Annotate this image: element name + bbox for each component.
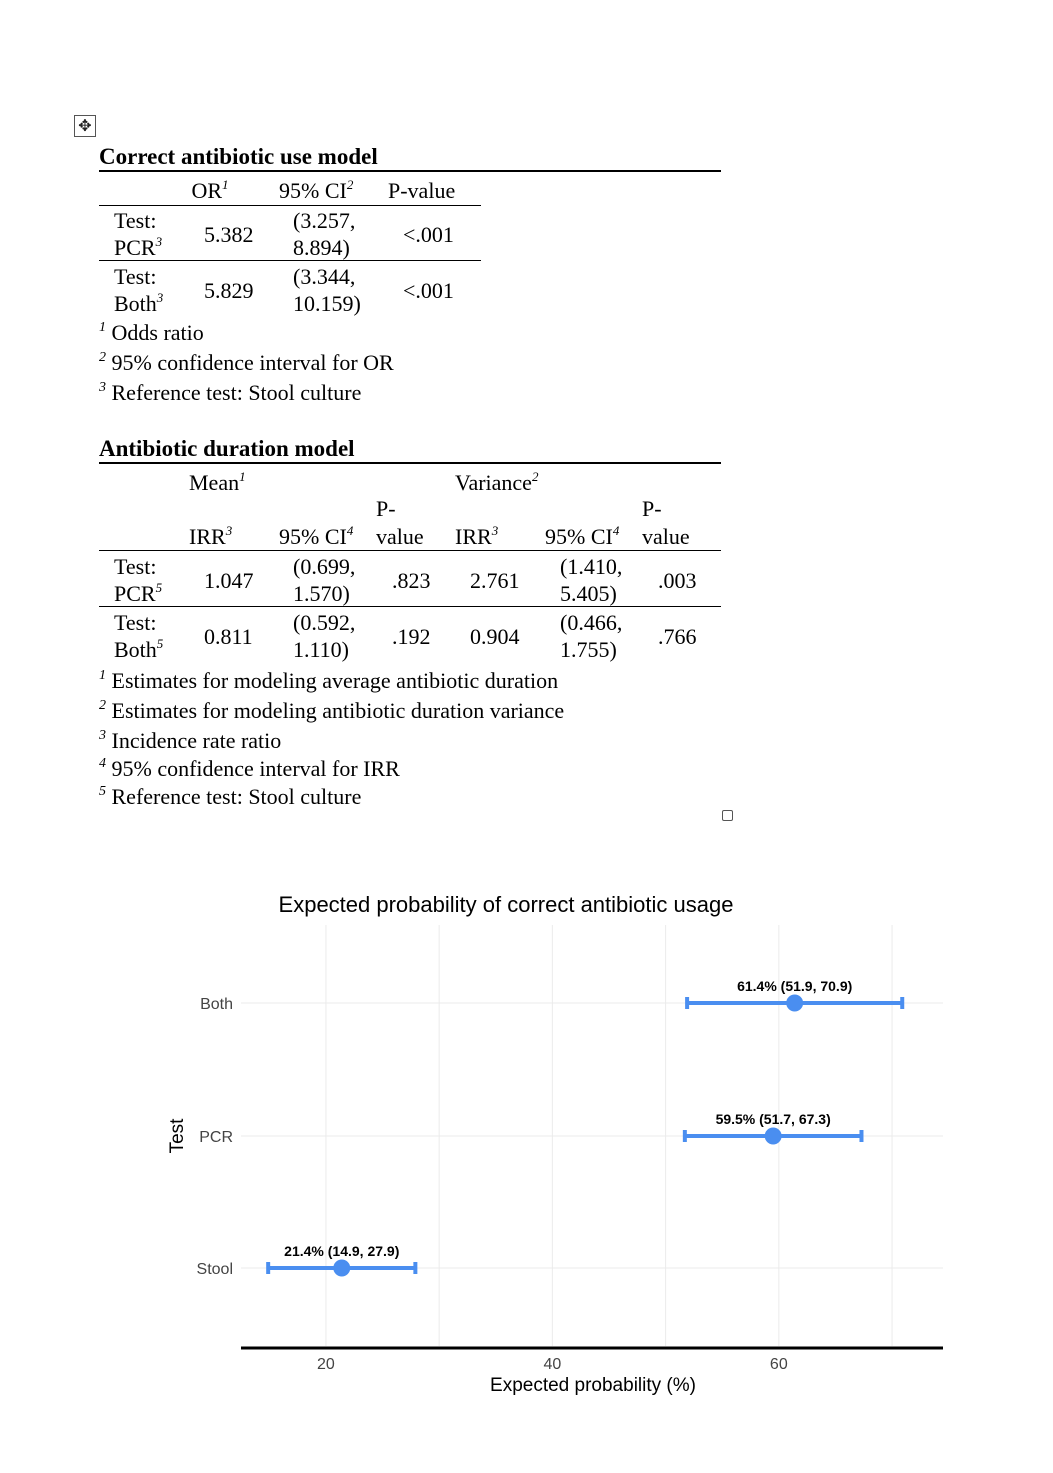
small-square-icon[interactable]: [722, 810, 733, 821]
table2-footnote-5: $^5$ Reference test: Stool culture: [99, 784, 362, 809]
x-tick-label: 40: [543, 1356, 562, 1373]
chart-title: Expected probability of correct antibiotic usage: [278, 892, 734, 917]
table1-footnote-1: $^1$ Odds ratio: [99, 320, 204, 345]
table2-header-var-p-line1: P-: [642, 496, 662, 521]
table2-row2-var-ci-line2: 1.755): [560, 637, 617, 662]
table1-footnote-3: $^3$ Reference test: Stool culture: [99, 380, 362, 405]
table1-row2-label-line2: Both$^3$: [114, 290, 164, 316]
table2-row1-mean-p: .823: [392, 568, 431, 593]
table1-row1-label-line1: Test:: [114, 208, 157, 233]
table1-row2-p: <.001: [403, 278, 454, 303]
data-label-stool: 21.4% (14.9, 27.9): [284, 1243, 400, 1259]
table-move-handle-icon[interactable]: ✥: [74, 115, 96, 137]
table2-top-rule: [99, 462, 721, 464]
table1-row2-label-line1: Test:: [114, 264, 157, 289]
table2-header-mean-p-line2: value: [376, 524, 424, 549]
table1-top-rule: [99, 170, 721, 172]
table2-header-var-irr: IRR$^3$: [455, 523, 499, 549]
table2-header-var-ci: 95% $CI^4$: [545, 523, 620, 549]
x-axis-label: Expected probability (%): [490, 1375, 696, 1396]
table2-row2-label-line1: Test:: [114, 610, 157, 635]
y-tick-label-both: Both: [200, 996, 233, 1013]
point-stool: [333, 1260, 350, 1277]
chart-axes: [197, 996, 943, 1373]
table1-row2-ci-line2: 10.159): [293, 291, 361, 316]
table2-row2-var-ci-line1: (0.466,: [560, 610, 623, 635]
table1-row1-ci-line2: 8.894): [293, 235, 350, 260]
table2-row1-mean-ci-line1: (0.699,: [293, 554, 356, 579]
table2-header-mean-ci: 95% $CI^4$: [279, 523, 354, 549]
table2-row2-mean-ci-line2: 1.110): [293, 637, 350, 662]
table2-row2-var-p: .766: [658, 624, 697, 649]
point-pcr: [765, 1128, 782, 1145]
table2-row1-var-ci-line2: 5.405): [560, 581, 617, 606]
table2-row2-label-line2: Both$^5$: [114, 636, 164, 662]
point-both: [786, 995, 803, 1012]
table2-header-rule: [99, 550, 721, 551]
table1-row1-label-line2: PCR$^3$: [114, 234, 163, 260]
y-axis-label: Test: [167, 1118, 188, 1154]
table2-header-mean-p-line1: P-: [376, 496, 396, 521]
data-label-both: 61.4% (51.9, 70.9): [737, 978, 853, 994]
table1-row2-ci-line1: (3.344,: [293, 264, 356, 289]
table2-header-mean-irr: IRR$^3$: [189, 523, 233, 549]
table2-title: Antibiotic duration model: [99, 436, 355, 461]
table2-row1-mean-irr: 1.047: [204, 568, 254, 593]
table1-header-or: $OR^1$: [191, 177, 229, 203]
y-tick-label-pcr: PCR: [199, 1129, 233, 1146]
table2-footnote-4: $^4$ 95% confidence interval for IRR: [99, 756, 400, 781]
data-label-pcr: 59.5% (51.7, 67.3): [715, 1111, 831, 1127]
table1-row2-or: 5.829: [204, 278, 254, 303]
table1-row1-p: <.001: [403, 222, 454, 247]
probability-chart: [0, 880, 1053, 1420]
table2-row1-var-irr: 2.761: [470, 568, 520, 593]
chart-data-layer: [268, 978, 902, 1277]
table2-group-variance: Variance$^2$: [455, 469, 539, 495]
table1-header-rule: [99, 205, 481, 206]
table2-row-rule: [99, 606, 721, 607]
x-tick-label: 20: [317, 1356, 335, 1373]
table1-footnote-2: $^2$ 95% confidence interval for OR: [99, 350, 394, 375]
x-tick-label: 60: [769, 1356, 788, 1373]
table2-row1-mean-ci-line2: 1.570): [293, 581, 350, 606]
table1-row1-ci-line1: (3.257,: [293, 208, 356, 233]
table1-header-ci: 95% $CI^2$: [279, 177, 354, 203]
table2-footnote-3: $^3$ Incidence rate ratio: [99, 728, 282, 753]
table2-row1-label-line1: Test:: [114, 554, 157, 579]
table2-row2-mean-irr: 0.811: [204, 624, 253, 649]
table2-footnote-2: $^2$ Estimates for modeling antibiotic duration variance: [99, 698, 565, 723]
table2-row2-var-irr: 0.904: [470, 624, 520, 649]
table2-header-var-p-line2: value: [642, 524, 690, 549]
table2-row2-mean-p: .192: [392, 624, 431, 649]
table1-row1-or: 5.382: [204, 222, 254, 247]
table2-row2-mean-ci-line1: (0.592,: [293, 610, 356, 635]
table1-row-rule: [99, 260, 481, 261]
y-tick-label-stool: Stool: [196, 1261, 233, 1278]
table1-header-p: P-value: [388, 178, 456, 203]
table2-group-mean: Mean$^1$: [189, 469, 246, 495]
table2-row1-var-p: .003: [658, 568, 697, 593]
table1-title: Correct antibiotic use model: [99, 144, 378, 169]
table2-row1-label-line2: PCR$^5$: [114, 580, 163, 606]
table2-footnote-1: $^1$ Estimates for modeling average antibiotic duration: [99, 668, 559, 693]
table2-row1-var-ci-line1: (1.410,: [560, 554, 623, 579]
